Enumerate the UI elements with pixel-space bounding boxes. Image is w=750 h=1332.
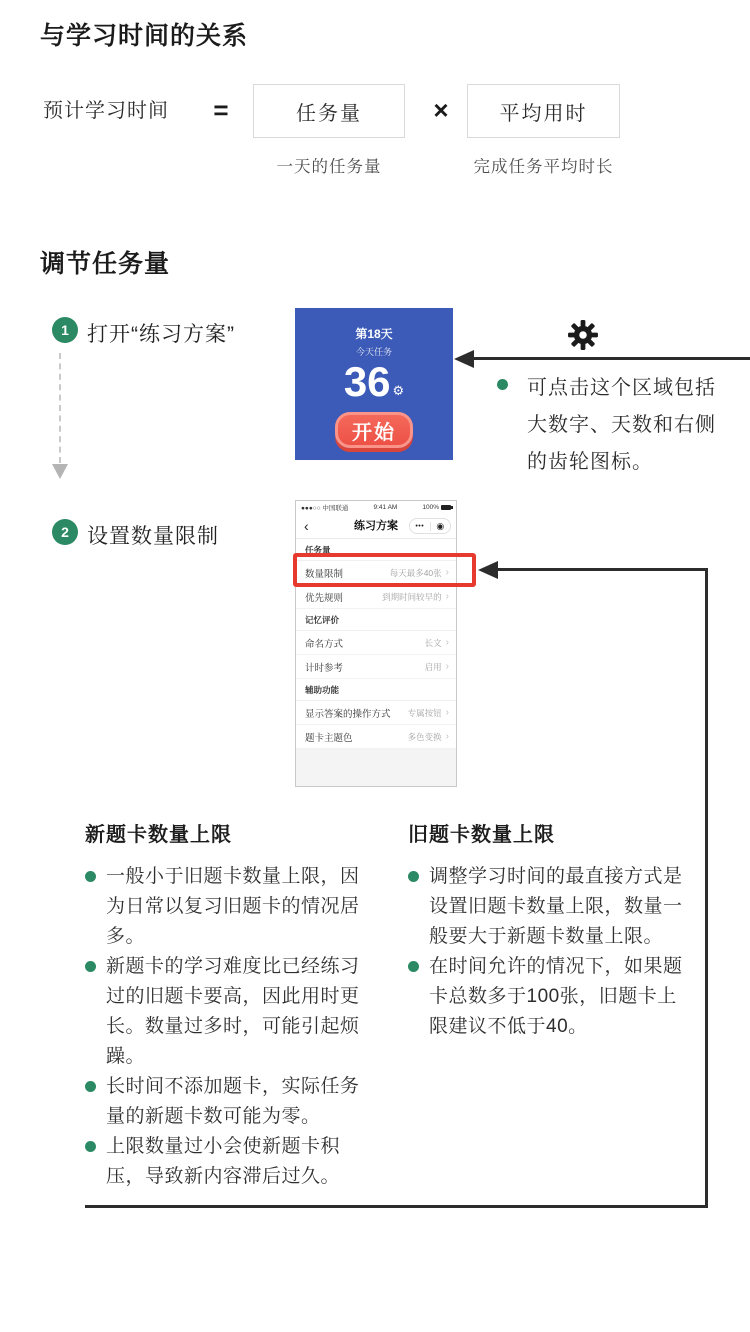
notes-right-title: 旧题卡数量上限 [408, 824, 555, 846]
step-1-badge: 1 [52, 317, 78, 343]
row-timing-reference[interactable] [296, 655, 456, 679]
row-value: 到期时间较早的 [382, 591, 442, 602]
formula-lhs: 预计学习时间 [43, 100, 169, 122]
step-connector-line [59, 353, 61, 463]
list-item [85, 1072, 367, 1132]
row-answer-action[interactable] [296, 701, 456, 725]
formula-box-average-time: 平均用时 [467, 84, 620, 138]
annotation-1-line [472, 357, 750, 360]
row-value: 启用 [424, 661, 442, 672]
phone-status-bar [296, 501, 456, 514]
bullet-text: 调整学习时间的最直接方式是设置旧题卡数量上限，数量一般要大于新题卡数量上限。 [429, 866, 683, 947]
notes-left-title: 新题卡数量上限 [85, 824, 232, 846]
caption-task-volume: 一天的任务量 [276, 158, 382, 176]
row-value: 每天最多40张 [389, 567, 442, 578]
notes-right-list [408, 862, 693, 1042]
highlight-box [293, 553, 476, 587]
status-battery-percent: 100% [422, 504, 439, 511]
phone-nav-title: 练习方案 [354, 520, 398, 532]
row-value: 多色变换 [407, 731, 442, 742]
list-item [408, 862, 693, 952]
start-button[interactable]: 开始 [335, 412, 413, 448]
list-item [408, 952, 693, 1042]
row-priority-rule[interactable] [296, 585, 456, 609]
group-header-auxiliary: 辅助功能 [296, 679, 456, 701]
arrow-left-icon [478, 561, 498, 579]
card-count-number[interactable]: 36 [343, 358, 391, 405]
notes-left-list [85, 862, 367, 1192]
arrow-down-icon [52, 464, 68, 479]
bullet-dot-icon [408, 871, 419, 882]
connector-vertical-line [705, 568, 708, 1208]
bottom-rule [85, 1205, 708, 1208]
equals-sign: = [213, 95, 229, 125]
bullet-text: 上限数量过小会使新题卡积压，导致新内容滞后过久。 [106, 1136, 341, 1187]
chevron-right-icon: › [445, 730, 449, 742]
annotation-1-bullet-dot [497, 379, 508, 390]
card-subtitle: 今天任务 [355, 347, 392, 357]
bullet-dot-icon [85, 961, 96, 972]
row-label: 数量限制 [305, 568, 344, 580]
row-label: 计时参考 [305, 662, 344, 674]
bullet-text: 在时间允许的情况下，如果题卡总数多于100张，旧题卡上限建议不低于40。 [429, 956, 683, 1037]
record-dot-icon[interactable]: ◉ [436, 521, 445, 531]
list-item [85, 862, 367, 952]
step-1-label: 打开“练习方案” [87, 323, 235, 346]
back-chevron-icon[interactable]: ‹ [304, 518, 309, 534]
chevron-right-icon: › [445, 706, 449, 718]
bullet-dot-icon [85, 1141, 96, 1152]
group-header-task-volume: 任务量 [296, 539, 456, 561]
app-card-preview[interactable] [295, 308, 453, 460]
section-title-adjust: 调节任务量 [40, 250, 171, 278]
menu-dots-icon[interactable]: ••• [415, 522, 425, 530]
annotation-1-text: 可点击这个区域包括大数字、天数和右侧的齿轮图标。 [527, 377, 716, 473]
card-day-label[interactable]: 第18天 [355, 327, 393, 341]
status-signal-carrier: ●●●○○ 中国联通 [301, 505, 349, 512]
row-value: 长文 [424, 637, 442, 648]
row-label: 题卡主题色 [305, 732, 353, 744]
step-2-label: 设置数量限制 [87, 525, 219, 548]
card-gear-icon[interactable]: ⚙ [392, 383, 405, 398]
caption-average-time: 完成任务平均时长 [473, 158, 614, 176]
phone-content [296, 501, 456, 749]
bullet-text: 新题卡的学习难度比已经练习过的旧题卡要高，因此用时更长。数量过多时，可能引起烦躁。 [106, 956, 360, 1067]
chevron-right-icon: › [445, 590, 449, 602]
row-label: 命名方式 [305, 638, 344, 650]
step-2-badge: 2 [52, 519, 78, 545]
list-item [85, 1132, 367, 1192]
annotation-2-line [496, 568, 708, 571]
miniprogram-capsule[interactable] [409, 518, 451, 534]
chevron-right-icon: › [445, 636, 449, 648]
row-label: 优先规则 [305, 592, 344, 604]
bullet-dot-icon [85, 1081, 96, 1092]
status-time: 9:41 AM [373, 504, 398, 511]
phone-nav-bar [296, 514, 456, 539]
group-header-memory-rating: 记忆评价 [296, 609, 456, 631]
times-sign: × [433, 95, 449, 125]
bullet-dot-icon [408, 961, 419, 972]
phone-mockup [295, 500, 457, 787]
bullet-dot-icon [85, 871, 96, 882]
row-value: 专属按钮 [407, 707, 442, 718]
chevron-right-icon: › [445, 566, 449, 578]
row-card-theme-color[interactable] [296, 725, 456, 749]
bullet-text: 一般小于旧题卡数量上限，因为日常以复习旧题卡的情况居多。 [106, 866, 360, 947]
list-item [85, 952, 367, 1072]
gear-icon [566, 318, 600, 352]
formula-box-task-volume: 任务量 [253, 84, 405, 138]
section-title-relation: 与学习时间的关系 [40, 22, 249, 50]
arrow-left-icon [454, 350, 474, 368]
chevron-right-icon: › [445, 660, 449, 672]
card-count[interactable] [344, 360, 404, 404]
bullet-text: 长时间不添加题卡，实际任务量的新题卡数可能为零。 [106, 1076, 360, 1127]
row-naming-method[interactable] [296, 631, 456, 655]
battery-icon [441, 505, 451, 510]
row-label: 显示答案的操作方式 [305, 708, 391, 720]
